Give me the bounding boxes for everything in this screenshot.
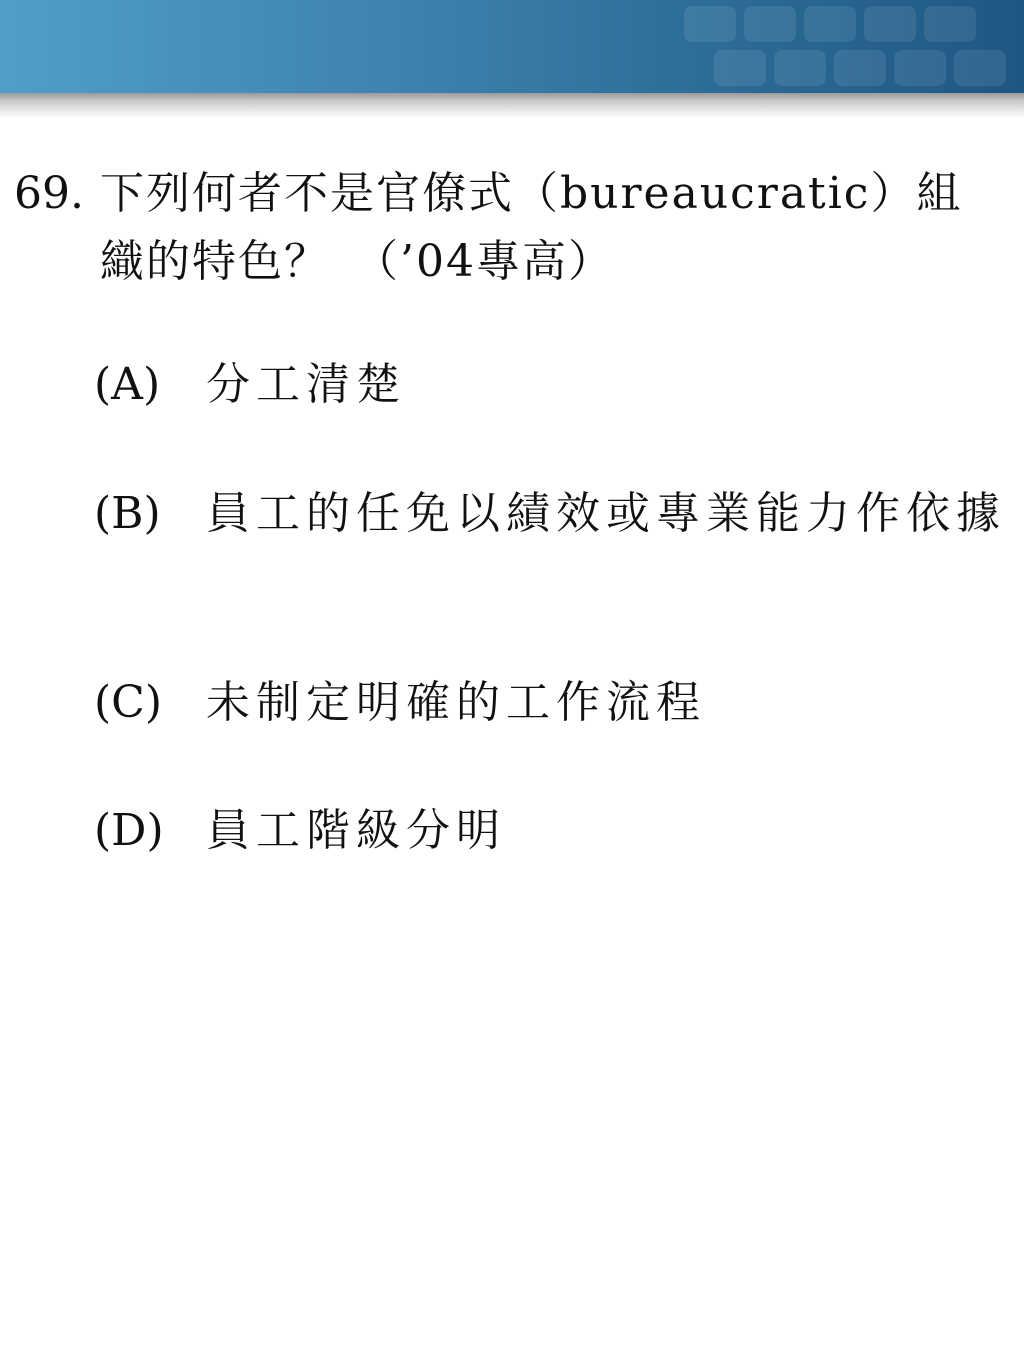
- decorative-tile-pattern: [664, 0, 1024, 93]
- header-shadow-divider: [0, 93, 1024, 119]
- option-b-label: (B): [94, 488, 161, 539]
- option-a-label: (A): [94, 359, 161, 410]
- option-d-text: 員工階級分明: [206, 805, 506, 856]
- option-c-text: 未制定明確的工作流程: [206, 677, 706, 728]
- question-text: 下列何者不是官僚式（bureaucratic）組織的特色？ （’04專高）: [100, 168, 963, 287]
- option-b-text: 員工的任免以績效或專業能力作依據: [206, 488, 1006, 539]
- question-number: 69.: [14, 168, 84, 219]
- option-a-text: 分工清楚: [206, 359, 406, 410]
- header-banner: [0, 0, 1024, 93]
- option-d-label: (D): [94, 805, 164, 856]
- option-c-label: (C): [94, 677, 162, 728]
